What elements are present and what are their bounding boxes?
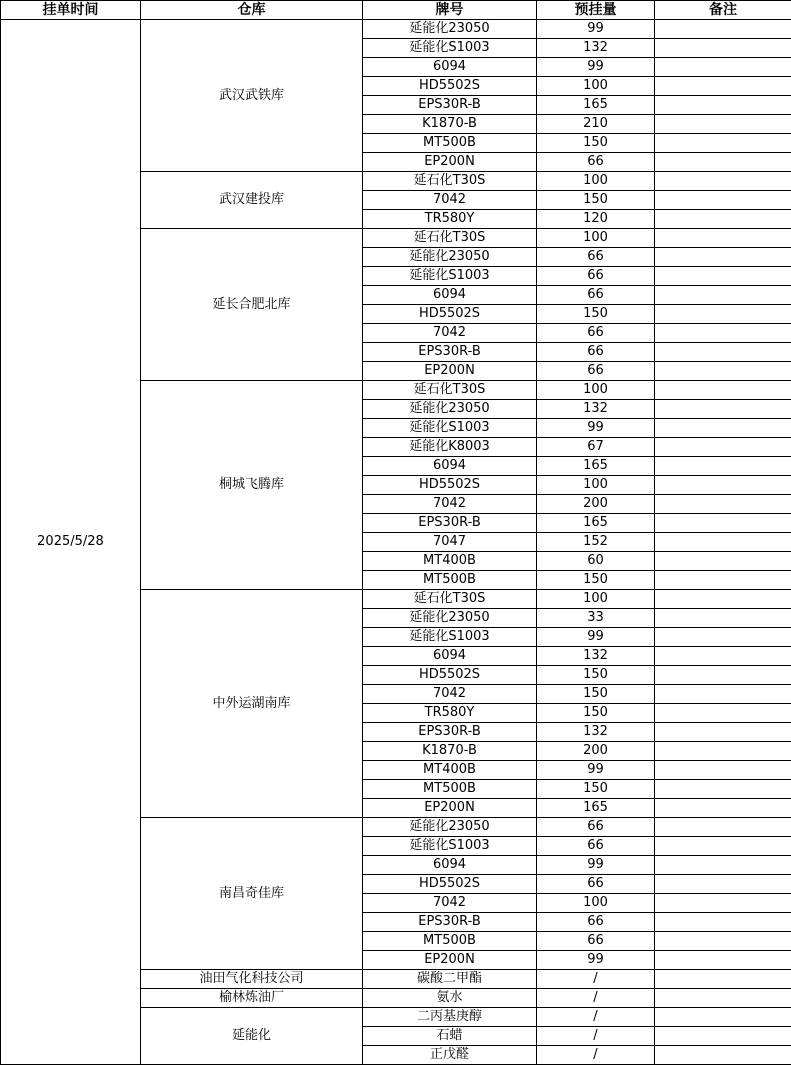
header-row — [1, 1, 791, 20]
remark-cell — [655, 799, 791, 818]
quantity-cell: 99 — [537, 20, 655, 39]
quantity-cell: 165 — [537, 514, 655, 533]
remark-cell — [655, 856, 791, 875]
grade-cell: HD5502S — [363, 476, 537, 495]
quantity-cell: 120 — [537, 210, 655, 229]
grade-cell: 延能化23050 — [363, 609, 537, 628]
grade-cell: MT500B — [363, 780, 537, 799]
remark-cell — [655, 970, 791, 989]
remark-cell — [655, 248, 791, 267]
grade-cell: TR580Y — [363, 704, 537, 723]
remark-cell — [655, 1008, 791, 1027]
grade-cell: 延能化23050 — [363, 20, 537, 39]
grade-cell: 7042 — [363, 324, 537, 343]
grade-cell: 6094 — [363, 286, 537, 305]
remark-cell — [655, 742, 791, 761]
remark-cell — [655, 324, 791, 343]
header-warehouse: 仓库 — [141, 1, 363, 20]
quantity-cell: 66 — [537, 913, 655, 932]
quantity-cell: 132 — [537, 647, 655, 666]
grade-cell: 碳酸二甲酯 — [363, 970, 537, 989]
grade-cell: 延能化S1003 — [363, 837, 537, 856]
grade-cell: 7042 — [363, 685, 537, 704]
remark-cell — [655, 666, 791, 685]
grade-cell: MT500B — [363, 571, 537, 590]
quantity-cell: 100 — [537, 590, 655, 609]
quantity-cell: 66 — [537, 324, 655, 343]
grade-cell: MT400B — [363, 761, 537, 780]
grade-cell: 石蜡 — [363, 1027, 537, 1046]
quantity-cell: 100 — [537, 229, 655, 248]
remark-cell — [655, 951, 791, 970]
header-grade: 牌号 — [363, 1, 537, 20]
table-row — [1, 20, 791, 39]
grade-cell: K1870-B — [363, 115, 537, 134]
remark-cell — [655, 286, 791, 305]
remark-cell — [655, 1046, 791, 1065]
remark-cell — [655, 229, 791, 248]
quantity-cell: 99 — [537, 761, 655, 780]
remark-cell — [655, 894, 791, 913]
grade-cell: MT500B — [363, 134, 537, 153]
remark-cell — [655, 875, 791, 894]
remark-cell — [655, 172, 791, 191]
grade-cell: TR580Y — [363, 210, 537, 229]
quantity-cell: 66 — [537, 267, 655, 286]
quantity-cell: 60 — [537, 552, 655, 571]
grade-cell: EPS30R-B — [363, 343, 537, 362]
grade-cell: 6094 — [363, 457, 537, 476]
header-remark: 备注 — [655, 1, 791, 20]
grade-cell: HD5502S — [363, 666, 537, 685]
grade-cell: 氨水 — [363, 989, 537, 1008]
quantity-cell: 150 — [537, 305, 655, 324]
grade-cell: EP200N — [363, 951, 537, 970]
remark-cell — [655, 989, 791, 1008]
warehouse-cell: 武汉武铁库 — [141, 20, 363, 172]
quantity-cell: 150 — [537, 571, 655, 590]
grade-cell: MT500B — [363, 932, 537, 951]
warehouse-cell: 延能化 — [141, 1008, 363, 1065]
remark-cell — [655, 533, 791, 552]
quantity-cell: 100 — [537, 894, 655, 913]
quantity-cell: 150 — [537, 666, 655, 685]
quantity-cell: 99 — [537, 951, 655, 970]
quantity-cell: 67 — [537, 438, 655, 457]
remark-cell — [655, 476, 791, 495]
remark-cell — [655, 96, 791, 115]
quantity-cell: 100 — [537, 77, 655, 96]
grade-cell: HD5502S — [363, 77, 537, 96]
remark-cell — [655, 514, 791, 533]
grade-cell: HD5502S — [363, 305, 537, 324]
remark-cell — [655, 77, 791, 96]
quantity-cell: / — [537, 1046, 655, 1065]
quantity-cell: 66 — [537, 818, 655, 837]
quantity-cell: 99 — [537, 58, 655, 77]
remark-cell — [655, 58, 791, 77]
quantity-cell: 152 — [537, 533, 655, 552]
quantity-cell: 99 — [537, 419, 655, 438]
quantity-cell: 99 — [537, 856, 655, 875]
grade-cell: 延石化T30S — [363, 172, 537, 191]
warehouse-cell: 油田气化科技公司 — [141, 970, 363, 989]
grade-cell: 延能化S1003 — [363, 267, 537, 286]
quantity-cell: 200 — [537, 742, 655, 761]
remark-cell — [655, 419, 791, 438]
remark-cell — [655, 210, 791, 229]
remark-cell — [655, 609, 791, 628]
quantity-cell: 132 — [537, 723, 655, 742]
warehouse-cell: 榆林炼油厂 — [141, 989, 363, 1008]
remark-cell — [655, 552, 791, 571]
quantity-cell: 100 — [537, 381, 655, 400]
grade-cell: 延能化S1003 — [363, 419, 537, 438]
remark-cell — [655, 628, 791, 647]
quantity-cell: 66 — [537, 875, 655, 894]
remark-cell — [655, 267, 791, 286]
quantity-cell: / — [537, 1027, 655, 1046]
grade-cell: 6094 — [363, 856, 537, 875]
header-quantity: 预挂量 — [537, 1, 655, 20]
grade-cell: K1870-B — [363, 742, 537, 761]
remark-cell — [655, 381, 791, 400]
remark-cell — [655, 153, 791, 172]
remark-cell — [655, 343, 791, 362]
quantity-cell: 66 — [537, 153, 655, 172]
grade-cell: EP200N — [363, 799, 537, 818]
quantity-cell: 100 — [537, 476, 655, 495]
grade-cell: 7042 — [363, 191, 537, 210]
grade-cell: 6094 — [363, 58, 537, 77]
remark-cell — [655, 20, 791, 39]
grade-cell: EPS30R-B — [363, 514, 537, 533]
quantity-cell: 66 — [537, 286, 655, 305]
remark-cell — [655, 39, 791, 58]
grade-cell: 正戊醛 — [363, 1046, 537, 1065]
remark-cell — [655, 400, 791, 419]
warehouse-cell: 武汉建投库 — [141, 172, 363, 229]
remark-cell — [655, 837, 791, 856]
grade-cell: 7047 — [363, 533, 537, 552]
remark-cell — [655, 780, 791, 799]
grade-cell: 7042 — [363, 894, 537, 913]
remark-cell — [655, 647, 791, 666]
grade-cell: 延能化S1003 — [363, 39, 537, 58]
quantity-cell: 150 — [537, 780, 655, 799]
remark-cell — [655, 1027, 791, 1046]
remark-cell — [655, 457, 791, 476]
warehouse-cell: 延长合肥北库 — [141, 229, 363, 381]
grade-cell: EPS30R-B — [363, 913, 537, 932]
remark-cell — [655, 438, 791, 457]
quantity-cell: 100 — [537, 172, 655, 191]
grade-cell: EP200N — [363, 153, 537, 172]
grade-cell: 延石化T30S — [363, 590, 537, 609]
table-body — [1, 20, 791, 1065]
quantity-cell: / — [537, 1008, 655, 1027]
quantity-cell: 99 — [537, 628, 655, 647]
grade-cell: 延能化23050 — [363, 248, 537, 267]
quantity-cell: 165 — [537, 457, 655, 476]
quantity-cell: 150 — [537, 685, 655, 704]
remark-cell — [655, 723, 791, 742]
grade-cell: 7042 — [363, 495, 537, 514]
quantity-cell: 165 — [537, 96, 655, 115]
grade-cell: EP200N — [363, 362, 537, 381]
quantity-cell: 132 — [537, 39, 655, 58]
quantity-cell: 132 — [537, 400, 655, 419]
warehouse-cell: 桐城飞腾库 — [141, 381, 363, 590]
remark-cell — [655, 134, 791, 153]
remark-cell — [655, 932, 791, 951]
remark-cell — [655, 818, 791, 837]
quantity-cell: 210 — [537, 115, 655, 134]
quantity-cell: 66 — [537, 837, 655, 856]
grade-cell: 延能化K8003 — [363, 438, 537, 457]
quantity-cell: / — [537, 970, 655, 989]
quantity-cell: 150 — [537, 191, 655, 210]
warehouse-cell: 南昌奇佳库 — [141, 818, 363, 970]
grade-cell: 延石化T30S — [363, 381, 537, 400]
quantity-cell: 66 — [537, 362, 655, 381]
quantity-cell: 200 — [537, 495, 655, 514]
warehouse-cell: 中外运湖南库 — [141, 590, 363, 818]
remark-cell — [655, 191, 791, 210]
grade-cell: EPS30R-B — [363, 723, 537, 742]
quantity-cell: 66 — [537, 932, 655, 951]
grade-cell: MT400B — [363, 552, 537, 571]
remark-cell — [655, 305, 791, 324]
remark-cell — [655, 685, 791, 704]
remark-cell — [655, 704, 791, 723]
remark-cell — [655, 590, 791, 609]
quantity-cell: 150 — [537, 704, 655, 723]
quantity-cell: 66 — [537, 343, 655, 362]
grade-cell: 延能化S1003 — [363, 628, 537, 647]
remark-cell — [655, 362, 791, 381]
remark-cell — [655, 913, 791, 932]
quantity-cell: 165 — [537, 799, 655, 818]
quantity-cell: 66 — [537, 248, 655, 267]
grade-cell: EPS30R-B — [363, 96, 537, 115]
grade-cell: 6094 — [363, 647, 537, 666]
grade-cell: 延能化23050 — [363, 400, 537, 419]
quantity-cell: 33 — [537, 609, 655, 628]
remark-cell — [655, 115, 791, 134]
quantity-cell: / — [537, 989, 655, 1008]
date-cell: 2025/5/28 — [1, 20, 141, 1065]
grade-cell: 二丙基庚醇 — [363, 1008, 537, 1027]
grade-cell: 延能化23050 — [363, 818, 537, 837]
grade-cell: HD5502S — [363, 875, 537, 894]
header-date: 挂单时间 — [1, 1, 141, 20]
remark-cell — [655, 571, 791, 590]
remark-cell — [655, 495, 791, 514]
remark-cell — [655, 761, 791, 780]
quantity-cell: 150 — [537, 134, 655, 153]
grade-cell: 延石化T30S — [363, 229, 537, 248]
